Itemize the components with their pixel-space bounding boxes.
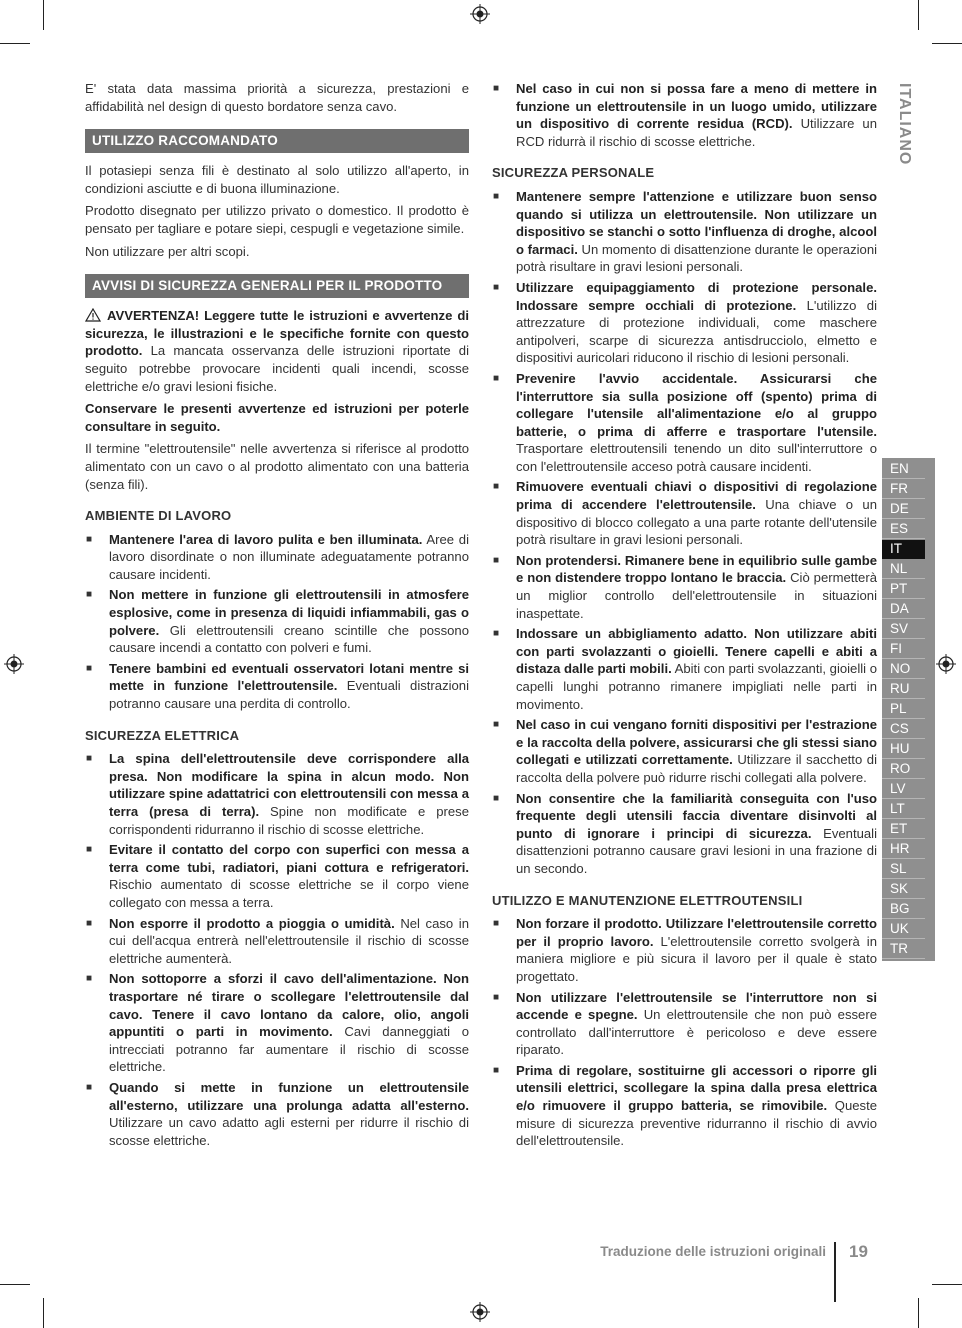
- item-text: Una chiave o un dispositivo di blocco collegato a una parte rotante dell'utensile potrà risultare in gravi lesioni personali.: [516, 497, 877, 548]
- language-tab-ru[interactable]: RU: [882, 680, 925, 699]
- item-text: Eventuali distrazioni potranno causare una perdita di controllo.: [109, 678, 469, 712]
- bullet-icon: ■: [493, 991, 500, 1003]
- list-item: [85, 660, 469, 713]
- bullet-icon: ■: [86, 844, 93, 856]
- bullet-icon: ■: [493, 918, 500, 930]
- subheading-work-area: AMBIENTE DI LAVORO: [85, 508, 232, 524]
- side-language-text: ITALIANO: [896, 83, 913, 166]
- item-text: Rischio aumentato di scosse elettriche se il corpo viene collegato con messa a terra.: [109, 877, 469, 910]
- language-tab-de[interactable]: DE: [882, 500, 925, 519]
- list-item: [492, 790, 877, 878]
- side-language-label: [891, 83, 913, 173]
- warning-triangle-icon: [85, 308, 101, 322]
- list-item: [492, 279, 877, 367]
- language-tab-ro[interactable]: RO: [882, 760, 925, 779]
- bullet-icon: ■: [86, 662, 93, 674]
- list-item: [492, 478, 877, 548]
- item-bold: Evitare il contatto del corpo con superfici con messa a terra come tubi, radiatori, piani cottura e refrigeratori.: [109, 842, 469, 875]
- term-definition-paragraph: Il termine "elettroutensile" nelle avvertenza si riferisce al prodotto alimentato con un cavo o al prodotto alimentato con una batteria (senza fili).: [85, 441, 469, 492]
- item-bold: Non protendersi. Rimanere bene in equilibrio sulle gambe e non distendere troppo lontano le braccia.: [516, 552, 877, 586]
- language-tab-nl[interactable]: NL: [882, 560, 925, 579]
- item-bold: Tenere bambini ed eventuali osservatori lotani mentre si mette in funzione l'elettroutensile.: [109, 660, 469, 694]
- crop-mark: [0, 1284, 30, 1285]
- language-tab-pt[interactable]: PT: [882, 580, 925, 599]
- registration-mark-icon: [936, 654, 956, 674]
- language-tab-da[interactable]: DA: [882, 600, 925, 619]
- list-item: [492, 989, 877, 1059]
- language-tab-sv[interactable]: SV: [882, 620, 925, 639]
- item-text: Utilizzare un RCD ridurrà il rischio di scosse elettriche.: [516, 116, 877, 149]
- item-bold: La spina dell'elettroutensile deve corrispondere alla presa. Non modificare la spina in alcun modo. Non utilizzare spine adattatrici con elettroutensili con messa a terra (presa di terra).: [109, 751, 469, 819]
- subheading-tool-use-maintenance: UTILIZZO E MANUTENZIONE ELETTROUTENSILI: [492, 892, 803, 908]
- language-tab-uk[interactable]: UK: [882, 920, 925, 939]
- list-item: [492, 370, 877, 476]
- bullet-icon: ■: [493, 792, 500, 804]
- language-tab-tr[interactable]: TR: [882, 940, 925, 959]
- item-bold: Non sottoporre a sforzi il cavo dell'alimentazione. Non trasportare né tirare o scollegare l'elettroutensile dal cavo. Tenere il cavo lontano da calore, olio, angoli appuntiti o parti in movimento.: [109, 971, 469, 1040]
- crop-mark: [43, 0, 44, 30]
- item-text: Utilizzare il sacchetto di raccolta della polvere può ridurre rischi collegati alla polvere.: [516, 752, 877, 785]
- list-item: [492, 716, 877, 786]
- language-tab-fi[interactable]: FI: [882, 640, 925, 659]
- work-area-list: [85, 531, 469, 713]
- page-number: 19: [849, 1242, 868, 1261]
- crop-mark: [918, 1298, 919, 1328]
- language-tab-lv[interactable]: LV: [882, 780, 925, 799]
- section-banner-recommended-use: UTILIZZO RACCOMANDATO: [85, 129, 469, 153]
- bullet-icon: ■: [493, 281, 500, 293]
- item-text: L'elettroutensile corretto svolgerà in maniera migliore e più sicura il lavoro per il quale è stato progettato.: [516, 933, 877, 984]
- item-bold: Non consentire che la familiarità conseguita con l'uso frequente degli utensili faccia diventare disinvolti al punto di ignorare i principi di sicurezza.: [516, 790, 877, 841]
- item-text: Trasportare elettroutensili tenendo un dito sull'interruttore o con l'elettroutensile acceso potrà causare incidenti.: [516, 441, 877, 474]
- right-column: [492, 80, 877, 1153]
- item-bold: Utilizzare equipaggiamento di protezione personale. Indossare sempre occhiali di protezione.: [516, 279, 877, 313]
- list-item: [85, 531, 469, 584]
- maintenance-list: [492, 915, 877, 1150]
- item-bold: Mantenere sempre l'attenzione e utilizzare buon senso quando si utilizza un elettroutensile. Non utilizzare un dispositivo se stanchi o sotto l'influenza di droghe, alcool o farmaci.: [516, 188, 877, 257]
- language-tab-en[interactable]: EN: [882, 460, 925, 479]
- item-bold: Mantenere l'area di lavoro pulita e ben illuminata.: [109, 531, 423, 547]
- left-column: [85, 80, 469, 1152]
- item-text: Spine non modificate e prese corrispondenti ridurranno il rischio di scosse elettriche.: [109, 804, 469, 837]
- item-bold: Nel caso in cui non si possa fare a meno di mettere in funzione un elettroutensile in un luogo umido, utilizzare un dispositivo di corrente residua (RCD).: [516, 81, 877, 132]
- item-text: Gli elettroutensili creano scintille che possono causare incendi a contatto con polveri e fumi.: [109, 622, 469, 656]
- language-tab-cs[interactable]: CS: [882, 720, 925, 739]
- bullet-icon: ■: [493, 554, 500, 566]
- list-item: [85, 841, 469, 911]
- language-tab-bg[interactable]: BG: [882, 900, 925, 919]
- bullet-icon: ■: [86, 533, 93, 545]
- bullet-icon: ■: [493, 1064, 500, 1076]
- keep-instructions-text: Conservare le presenti avvertenze ed istruzioni per poterle consultare in seguito.: [85, 401, 469, 434]
- list-item: [85, 970, 469, 1076]
- list-item: [492, 915, 877, 985]
- item-bold: Indossare un abbigliamento adatto. Non utilizzare abiti con parti svolazzanti o gioielli. Tenere capelli e abiti a distaza dalle parti mobili.: [516, 626, 877, 677]
- language-tab-sl[interactable]: SL: [882, 860, 925, 879]
- language-tab-hu[interactable]: HU: [882, 740, 925, 759]
- item-bold: Prevenire l'avvio accidentale. Assicurarsi che l'interruttore sia sulla posizione off (spento) prima di collegare l'utensile all'alimentazione e/o al gruppo batterie, o prima di afferre e trasportare l'utensile.: [516, 370, 877, 439]
- recommended-use-paragraph: Non utilizzare per altri scopi.: [85, 243, 250, 259]
- recommended-use-paragraph: Il potasiepi senza fili è destinato al solo utilizzo all'aperto, in condizioni asciutte e di buona illuminazione.: [85, 163, 469, 196]
- item-bold: Non forzare il prodotto. Utilizzare l'elettroutensile corretto per il proprio lavoro.: [516, 916, 877, 949]
- section-banner-general-safety: AVVISI DI SICUREZZA GENERALI PER IL PRODOTTO: [85, 274, 469, 298]
- list-item: [85, 1079, 469, 1149]
- bullet-icon: ■: [86, 917, 93, 929]
- warning-paragraph: [85, 307, 469, 395]
- crop-mark: [932, 43, 962, 44]
- language-tab-fr[interactable]: FR: [882, 480, 925, 499]
- electrical-safety-list: [85, 750, 469, 1149]
- crop-mark: [43, 1298, 44, 1328]
- subheading-electrical-safety: SICUREZZA ELETTRICA: [85, 727, 240, 743]
- keep-instructions-paragraph: [85, 400, 469, 435]
- bullet-icon: ■: [493, 481, 500, 493]
- language-tab-it[interactable]: IT: [882, 540, 925, 559]
- list-item: [85, 750, 469, 838]
- list-item: [85, 915, 469, 968]
- item-text: Un momento di disattenzione durante le operazioni potrà risultare in gravi lesioni personali.: [516, 241, 878, 275]
- crop-mark: [0, 43, 30, 44]
- bullet-icon: ■: [86, 753, 93, 765]
- registration-mark-icon: [470, 4, 490, 24]
- item-bold: Non mettere in funzione gli elettroutensili in atmosfere esplosive, come in presenza di liquidi infiammabili, gas o polvere.: [109, 587, 469, 638]
- warning-bold-text: AVVERTENZA! Leggere tutte le istruzioni e avvertenze di sicurezza, le illustrazioni e le specifiche fornite con questo prodotto.: [85, 308, 469, 359]
- item-text: Abiti con parti svolazzanti, gioielli o capelli lunghi potranno rimanere impigliati nelle parti in movimento.: [516, 661, 877, 712]
- item-text: Eventuali disattenzioni potranno causare gravi lesioni in una frazione di un secondo.: [516, 825, 877, 876]
- warning-text: La mancata osservanza delle istruzioni riportate di seguito potrebbe provocare incidenti quali incendi, scosse elettriche e/o gravi lesioni fisiche.: [85, 343, 469, 394]
- bullet-icon: ■: [86, 589, 93, 601]
- bullet-icon: ■: [493, 83, 500, 94]
- crop-mark: [932, 1284, 962, 1285]
- recommended-use-paragraph: Prodotto disegnato per utilizzo privato o domestico. Il prodotto è pensato per tagliare e potare siepi, cespugli e vegetazione simile.: [85, 203, 469, 236]
- list-item: [492, 80, 877, 150]
- registration-mark-icon: [4, 654, 24, 674]
- item-bold: Quando si mette in funzione un elettroutensile all'esterno, utilizzare una prolunga adatta all'esterno.: [109, 1079, 469, 1113]
- bullet-icon: ■: [493, 628, 500, 640]
- item-text: Utilizzare un cavo adatto agli esterni per ridurre il rischio di scosse elettriche.: [109, 1115, 469, 1148]
- language-tab-hr[interactable]: HR: [882, 840, 925, 859]
- subheading-personal-safety: SICUREZZA PERSONALE: [492, 165, 655, 181]
- registration-mark-icon: [470, 1302, 490, 1322]
- item-bold: Rimuovere eventuali chiavi o dispositivi di regolazione prima di accendere l'elettroutensile.: [516, 479, 877, 513]
- intro-paragraph: E' stata data massima priorità a sicurezza, prestazioni e affidabilità nel design di questo bordatore senza cavo.: [85, 81, 469, 114]
- language-tab-no[interactable]: NO: [882, 660, 925, 679]
- list-item: [85, 586, 469, 656]
- language-tab-et[interactable]: ET: [882, 820, 925, 839]
- item-bold: Prima di regolare, sostituirne gli accessori o riporre gli utensili elettrici, scollegare la spina dalla presa elettrica e/o rimuovere il gruppo batteria, se rimovibile.: [516, 1062, 877, 1114]
- bullet-icon: ■: [86, 973, 93, 985]
- crop-mark: [918, 0, 919, 30]
- item-bold: Nel caso in cui vengano forniti dispositivi per l'estrazione e la raccolta della polvere, assicurarsi che gli stessi siano collegati e utilizzati correttamente.: [516, 717, 877, 768]
- language-tab-bar: [882, 458, 935, 961]
- item-text: Queste misure di sicurezza preventive ridurranno il rischio di avvio dell'elettroutensile.: [516, 1098, 877, 1149]
- item-text: Nel caso in cui dell'acqua entrerà nell'elettroutensile il rischio di scosse elettriche aumenterà.: [109, 915, 469, 966]
- bullet-icon: ■: [493, 190, 500, 202]
- item-text: Ciò permetterà un miglior controllo dell'elettroutensile in situazioni inaspettate.: [516, 570, 877, 621]
- bullet-icon: ■: [493, 719, 500, 731]
- language-tab-sk[interactable]: SK: [882, 880, 925, 899]
- list-item: [492, 552, 877, 622]
- list-item: [492, 1062, 877, 1150]
- bullet-icon: ■: [86, 1081, 93, 1093]
- item-bold: Non utilizzare l'elettroutensile se l'interruttore non si accende e spegne.: [516, 989, 877, 1023]
- list-item: [492, 188, 877, 276]
- language-tab-pl[interactable]: PL: [882, 700, 925, 719]
- footer-translation-note: Traduzione delle istruzioni originali: [600, 1244, 826, 1259]
- item-text: Cavi danneggiati o intrecciati potranno far aumentare il rischio di scosse elettriche.: [109, 1024, 470, 1075]
- bullet-icon: ■: [493, 372, 500, 384]
- item-bold: Non esporre il prodotto a pioggia o umidità.: [109, 915, 395, 931]
- list-item: [492, 625, 877, 713]
- electrical-safety-list-continued: [492, 80, 877, 150]
- item-text: Un elettroutensile che non può essere controllato dall'interruttore è pericoloso e deve essere riparato.: [516, 1007, 877, 1058]
- footer-divider: [834, 1242, 836, 1302]
- language-tab-es[interactable]: ES: [882, 520, 925, 539]
- item-text: L'utilizzo di attrezzature di protezione individuali, come maschere antipolveri, scarpe di sicurezza antisdrucciolo, elmetto e dispositivi auricolari riducono il rischio di lesioni personali.: [516, 297, 877, 366]
- item-text: Aree di lavoro disordinate o non illuminate adeguatamente potranno causare incidenti.: [109, 531, 469, 582]
- language-tab-lt[interactable]: LT: [882, 800, 925, 819]
- personal-safety-list: [492, 188, 877, 878]
